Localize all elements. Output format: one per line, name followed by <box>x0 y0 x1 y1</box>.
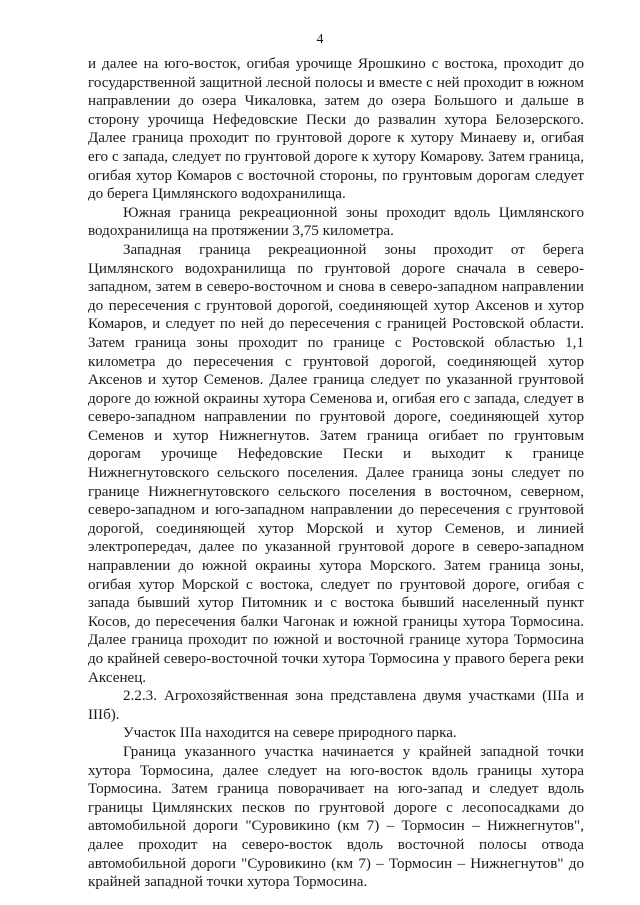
paragraph-plot-3a-boundary: Граница указанного участка начинается у крайней западной точки хутора Тормосина, далее следует на юго-восток вдоль границы хутора Тормосина. Затем граница поворачивает на юго-запад и следует вдоль границы Цимлянских песков по грунтовой дороге с лесопосадками до автомобильной дороги "Суровикино (км 7) – Тормосин – Нижнегнутов", далее проходит на северо-восток вдоль восточной полосы отвода автомобильной дороги "Суровикино (км 7) – Тормосин – Нижнегнутов" до крайней западной точки хутора Тормосина. <box>88 743 584 891</box>
paragraph-plot-3a: Участок IIIа находится на севере природного парка. <box>123 725 457 742</box>
paragraph-section-2-2-3: 2.2.3. Агрохозяйственная зона представлена двумя участками (IIIа и IIIб). <box>88 688 584 723</box>
paragraph-boundary-continuation: и далее на юго-восток, огибая урочище Ярошкино с востока, проходит до государственной защитной лесной полосы и вместе с ней проходит в южном направлении до озера Чикаловка, затем до озера Большого и дальше в сторону урочища Нефедовские Пески до развалин хутора Белозерского. Далее граница проходит по грунтовой дороге к хутору Минаеву и, огибая его с запада, следует по грунтовой дороге к хутору Комарову. Затем граница, огибая хутор Комаров с восточной стороны, по грунтовым дорогам следует до берега Цимлянского водохранилища. <box>88 56 584 203</box>
paragraph-west-boundary: Западная граница рекреационной зоны проходит от берега Цимлянского водохранилища по грунтовой дороге сначала в северо-западном, затем в северо-восточном и снова в северо-западном направлении до пересечения с грунтовой дорогой, соединяющей хутор Аксенов и хутор Комаров, и следует по ней до пересечения с границей Ростовской области. Затем граница зоны проходит по границе с Ростовской областью 1,1 километра до пересечения с грунтовой дорогой, соединяющей хутор Аксенов и хутор Семенов. Далее граница следует по указанной грунтовой дороге до южной окраины хутора Семенова и, огибая его с запада, следует в северо-западном направлении по грунтовой дороге, соединяющей хутор Семенов и хутор Нижнегнутов. Затем граница огибает по грунтовым дорогам урочище Нефедовские Пески и выходит к границе Нижнегнутовского сельского поселения. Далее граница зоны следует по границе Нижнегнутовского сельского поселения в восточном, северном, северо-западном и юго-западном направлении до пересечения с грунтовой дорогой, соединяющей хутор Морской и хутор Семенов, и линией электропередач, далее по указанной грунтовой дороге в северо-западном направлении до южной окраины хутора Морского. Затем граница зоны, огибая хутор Морской с востока, следует по грунтовой дороге, огибая с запада бывший хутор Питомник и с востока бывший населенный пункт Косов, до пересечения балки Чагонак и южной границы хутора Тормосина. Далее граница проходит по южной и восточной границе хутора Тормосина до крайней северо-восточной точки хутора Тормосина у правого берега реки Аксенец. <box>88 241 584 686</box>
page-number: 4 <box>316 32 324 47</box>
document-body <box>88 55 584 892</box>
paragraph-south-boundary: Южная граница рекреационной зоны проходит вдоль Цимлянского водохранилища на протяжении 3,75 километра. <box>88 204 584 240</box>
